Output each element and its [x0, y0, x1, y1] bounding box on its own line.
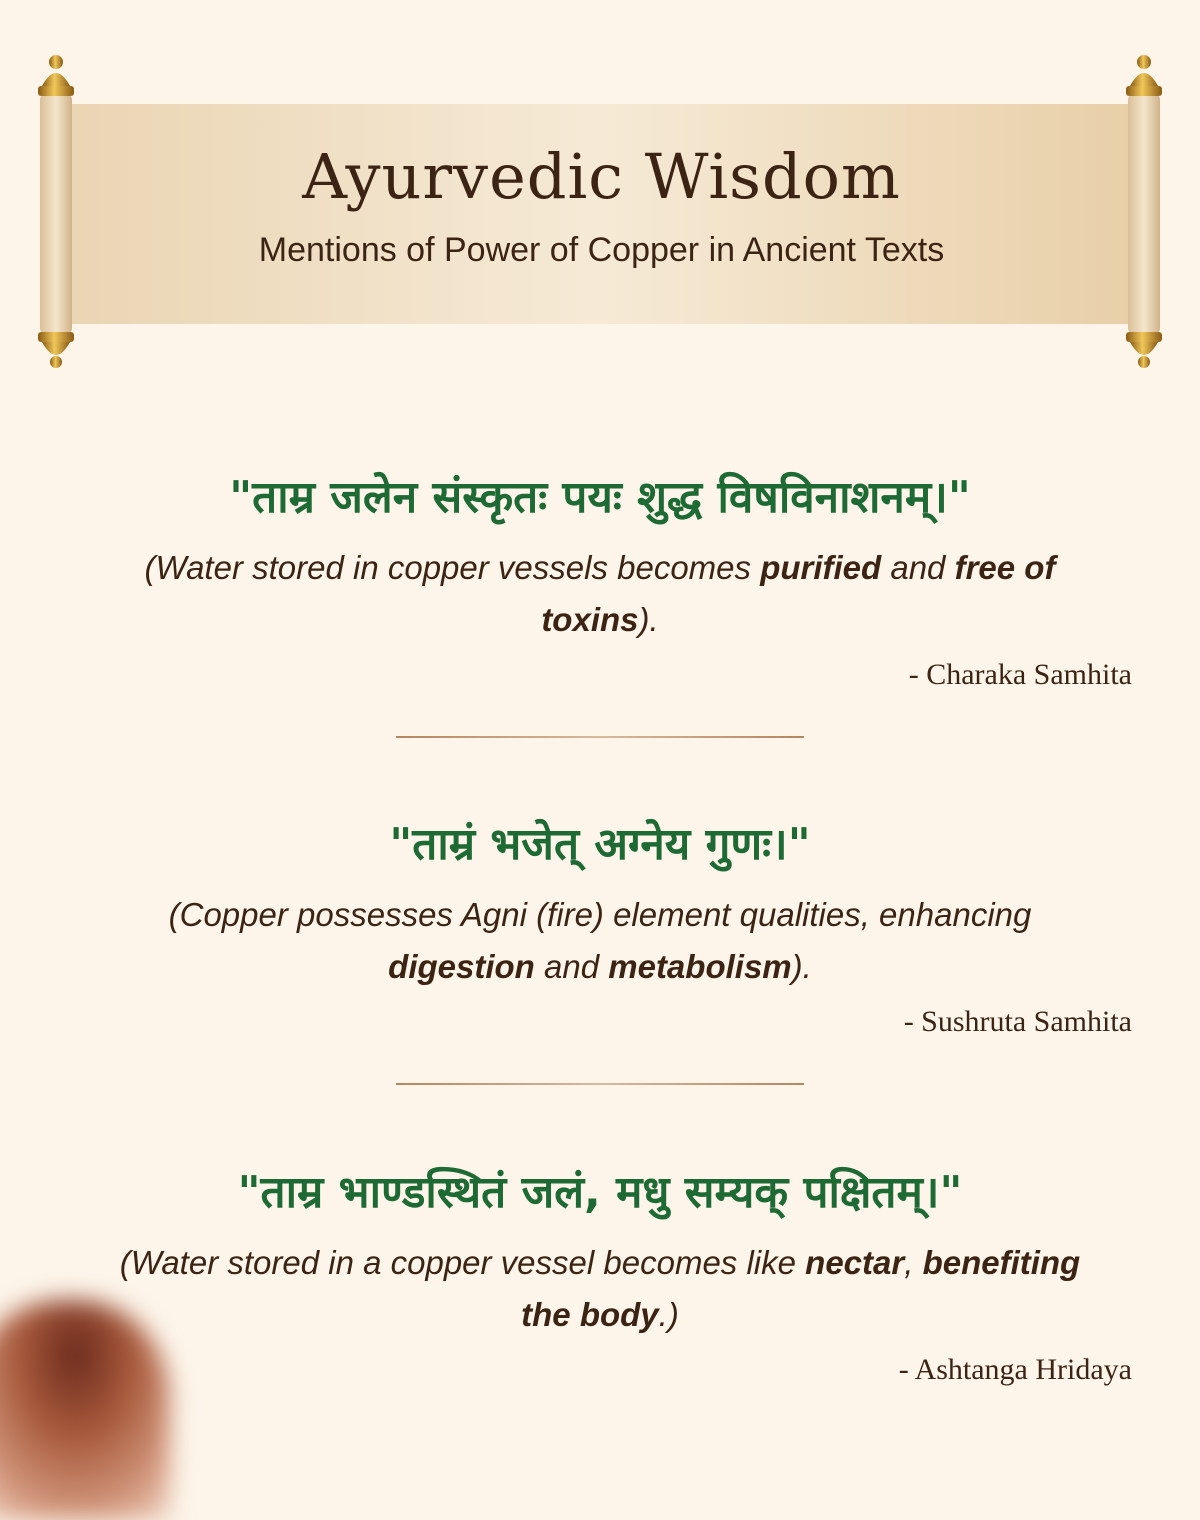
- translation-part: ).: [791, 948, 812, 985]
- translation-text: [100, 542, 1100, 646]
- quote-sushruta: [0, 815, 1200, 993]
- translation-emphasis: purified: [760, 549, 882, 586]
- translation-part: (Water stored in copper vessels becomes: [144, 549, 761, 586]
- translation-emphasis: benefiting the body: [521, 1244, 1081, 1333]
- translation-part: (Copper possesses Agni (fire) element qualities, enhancing: [168, 896, 1032, 933]
- scroll-banner: [0, 0, 1200, 400]
- right-rod: [1126, 55, 1162, 368]
- translation-emphasis: metabolism: [608, 948, 792, 985]
- source-attribution: - Charaka Samhita: [908, 658, 1132, 691]
- page-title: Ayurvedic Wisdom: [302, 140, 901, 213]
- translation-emphasis: digestion: [388, 948, 535, 985]
- quote-charaka: [0, 468, 1200, 646]
- translation-emphasis: free of toxins: [541, 549, 1056, 638]
- source-attribution: - Ashtanga Hridaya: [898, 1353, 1132, 1386]
- translation-part: ).: [638, 601, 659, 638]
- translation-part: .): [658, 1296, 679, 1333]
- translation-text: [100, 1237, 1100, 1341]
- translation-part: ,: [904, 1244, 923, 1281]
- sanskrit-verse: "ताम्र जलेन संस्कृतः पयः शुद्ध विषविनाशनम्।": [229, 472, 971, 523]
- quote-ashtanga: [0, 1163, 1200, 1341]
- copper-cup-image: [0, 1300, 170, 1520]
- source-attribution: - Sushruta Samhita: [903, 1005, 1132, 1038]
- page-subtitle: Mentions of Power of Copper in Ancient Texts: [258, 231, 945, 269]
- translation-part: (Water stored in a copper vessel becomes like: [119, 1244, 806, 1281]
- translation-emphasis: nectar: [805, 1244, 905, 1281]
- divider: [396, 1083, 804, 1085]
- left-rod: [38, 55, 74, 368]
- translation-text: [100, 889, 1100, 993]
- translation-part: and: [881, 549, 955, 586]
- divider: [396, 736, 804, 738]
- translation-part: and: [534, 948, 609, 985]
- sanskrit-verse: "ताम्र भाण्डस्थितं जलं, मधु सम्यक् पक्षितम्।": [237, 1167, 963, 1218]
- banner-text: [74, 104, 1129, 324]
- sanskrit-verse: "ताम्रं भजेत् अग्नेय गुणः।": [389, 819, 811, 870]
